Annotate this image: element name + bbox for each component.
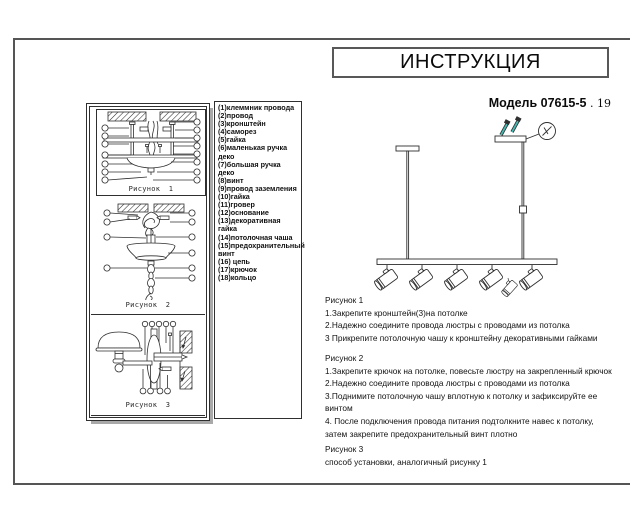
title-box [332, 47, 609, 78]
parts-list-item: (2)провод [218, 111, 254, 121]
parts-list-item: (13)декоративная гайка [218, 216, 281, 234]
parts-list-item: (9)провод заземления [218, 183, 297, 193]
spotlight [407, 265, 434, 291]
figure-2-separator [91, 314, 205, 315]
spotlight [442, 265, 469, 291]
ceiling-cup [127, 158, 175, 168]
parts-list-item: (11)гровер [218, 200, 255, 210]
ceiling-hatch [154, 204, 184, 212]
parts-list-item: (3)кронштейн [218, 119, 266, 129]
side-bolt [137, 216, 140, 220]
wall-hatch [180, 331, 192, 353]
model-label: Модель 07615-5 [488, 96, 587, 110]
parts-list-item: (15)предохранительный винт [218, 240, 305, 258]
parts-list-item: (10)гайка [218, 192, 250, 202]
terminal-block [163, 127, 171, 131]
instruction-line: способ установки, аналогичный рисунку 1 [325, 456, 487, 467]
bolt [162, 367, 171, 371]
instruction-heading: Рисунок 2 [325, 353, 364, 363]
ceiling-cup-base [136, 256, 166, 260]
parts-list-item: (16) цепь [218, 256, 250, 266]
figure-2-diagram [90, 198, 206, 300]
decor-nut [148, 168, 154, 172]
lamp-neck [115, 351, 123, 359]
chandelier-diagram [358, 115, 586, 300]
bolt-tip [182, 355, 187, 359]
parts-list-item: (4)саморез [218, 127, 257, 137]
figure-1-diagram [97, 110, 205, 184]
callout-circles-left [104, 210, 147, 271]
instruction-heading: Рисунок 3 [325, 444, 364, 454]
ceiling-hatch [118, 204, 148, 212]
suspension-rod-right [522, 142, 524, 259]
suspension-rod-left [407, 151, 409, 259]
parts-list [214, 101, 305, 419]
canopy-plate-left [396, 146, 419, 151]
spotlight [372, 265, 399, 291]
rod-collar [520, 206, 527, 213]
instruction-line: 2.Надежно соедините провода люстры с проводами из потолка [325, 320, 570, 331]
mount-screw-teal [501, 117, 521, 135]
mount-plate-right [495, 136, 526, 142]
figure-1-caption: Рисунок 1 [128, 185, 174, 193]
callout-circles-left [102, 125, 147, 183]
small-screw [159, 145, 162, 147]
instruction-line: 2.Надежно соедините провода люстры с проводами из потолка [325, 378, 570, 389]
model-suffix: . 19 [586, 97, 611, 110]
ceiling-hatch [160, 112, 196, 121]
parts-list-item: (6)маленькая ручка деко [218, 143, 288, 161]
shade-rim [96, 348, 142, 351]
instruction-heading: Рисунок 1 [325, 295, 364, 305]
side-bolt [157, 216, 160, 220]
figure-2-caption: Рисунок 2 [125, 301, 171, 309]
parts-list-item: (17)крючок [218, 264, 257, 274]
instruction-line: 4. После подключения провода питания подтолкните навес к потолку, [325, 415, 594, 426]
ceiling-hatch [108, 112, 146, 121]
figure-3-caption: Рисунок 3 [125, 401, 171, 409]
instructions-figure-2 [325, 352, 625, 440]
side-bolt [160, 216, 169, 220]
parts-list-item: (12)основание [218, 208, 269, 218]
page-title: ИНСТРУКЦИЯ [400, 51, 541, 73]
small-screw [146, 145, 149, 147]
instructions-figure-3 [325, 443, 625, 468]
parts-list-item: (5)гайка [218, 135, 246, 145]
instruction-line: затем закрепите предохранительный винт плотно [325, 428, 518, 439]
instruction-line: 1.Закрепите кронштейн(3)на потолке [325, 307, 468, 318]
bracket-bar [104, 138, 198, 142]
parts-list-item: (1)клеммник провода [218, 103, 295, 112]
lamp-arm [123, 361, 152, 365]
parts-list-item: (7)большая ручка деко [218, 159, 281, 177]
spotlight [477, 265, 504, 291]
instruction-line: винтом [325, 403, 353, 414]
model-number [330, 96, 611, 110]
spotlight [517, 265, 544, 291]
lamp-ball [115, 364, 123, 372]
instruction-line: 3 Прикрепите потолочную чашу к кронштейну декоративными гайками [325, 332, 598, 343]
instruction-line: 1.Закрепите крючок на потолке, повесьте люстру на закрепленный крючок [325, 365, 612, 376]
figure-3-separator [91, 415, 205, 416]
screw [169, 333, 172, 336]
lamp-shade [98, 332, 140, 348]
decor-plate [103, 155, 197, 158]
parts-list-item: (18)кольцо [218, 272, 257, 282]
parts-list-item: (14)потолочная чаша [218, 232, 293, 242]
terminal-block [140, 127, 148, 131]
detail-circle [526, 123, 556, 140]
parts-list-item: (8)винт [218, 175, 244, 185]
track-bar [377, 259, 557, 265]
instruction-line: 3.Поднимите потолочную чашу вплотную к потолку и зафиксируйте ее [325, 390, 598, 401]
chain-link [149, 286, 153, 294]
figure-3-diagram [90, 319, 206, 399]
instructions-figure-1 [325, 294, 625, 344]
